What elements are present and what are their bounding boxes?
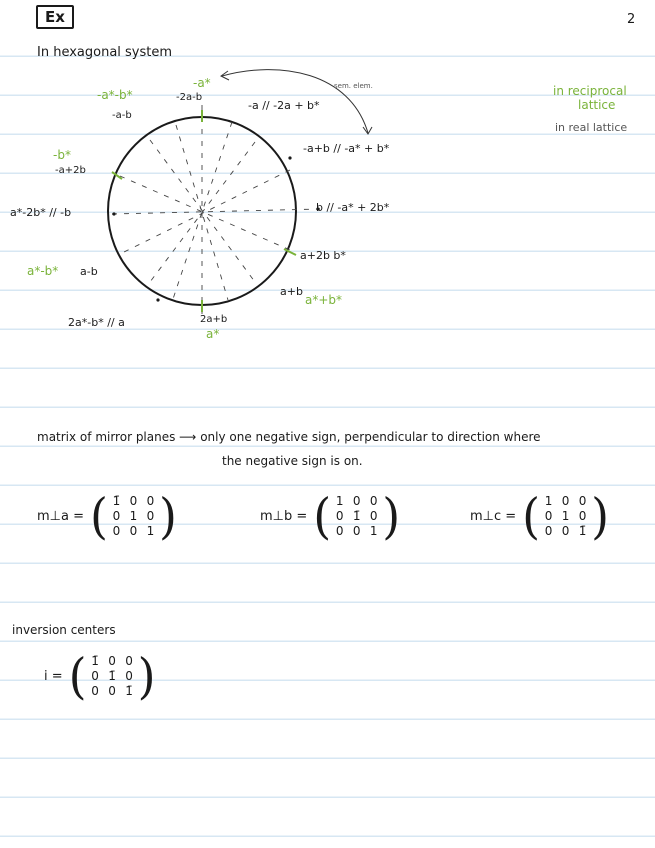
label-upper-right: -a // -2a + b*	[248, 99, 320, 112]
label-topleft-black: -a-b	[112, 110, 132, 121]
label-right-upper: -a+b // -a* + b*	[303, 142, 390, 155]
legend-reciprocal-line2: lattice	[578, 98, 616, 112]
legend-reciprocal-line1: in reciprocal	[553, 84, 627, 98]
matrix-cell: 0	[129, 493, 138, 508]
label-semi-note: sem. elem.	[334, 82, 373, 90]
matrix-cell: 0	[125, 653, 133, 668]
paren-left: (	[313, 487, 332, 545]
mirror-matrix-b-label: m⊥b =	[260, 508, 308, 524]
matrix-cell: 1̄	[352, 508, 361, 523]
paren-left: (	[89, 487, 108, 545]
matrix-cell: 0	[369, 493, 378, 508]
label-top-green: -a*	[193, 76, 211, 90]
matrix-cell: 1	[335, 493, 344, 508]
matrix-cell: 0	[108, 683, 116, 698]
matrix-cell: 0	[352, 493, 361, 508]
matrix-cell: 0	[544, 508, 553, 523]
axis-line-diag4	[118, 170, 290, 255]
section-heading: In hexagonal system	[37, 45, 173, 60]
axis-line-diag3	[120, 176, 290, 250]
label-bottom-right-black: a+b	[280, 285, 303, 298]
label-topleft-green: -a*-b*	[97, 88, 133, 102]
point-lower-left	[156, 298, 159, 301]
paren-left: (	[68, 647, 87, 705]
matrix-cell: 0	[369, 508, 378, 523]
paren-left: (	[522, 487, 541, 545]
paren-right: )	[158, 487, 177, 545]
matrix-cell: 0	[146, 508, 155, 523]
matrix-cell: 0	[108, 653, 116, 668]
label-bottom-right-green: a*+b*	[305, 293, 343, 307]
matrix-cell: 1	[544, 493, 553, 508]
mirror-matrix-b	[260, 487, 401, 545]
inversion-title: inversion centers	[12, 623, 116, 637]
matrix-cell: 1̄	[112, 493, 121, 508]
matrix-cell: 0	[561, 523, 570, 538]
inversion-matrix-label: i =	[44, 668, 63, 684]
matrix-cell: 1	[369, 523, 378, 538]
matrix-cell: 0	[91, 668, 99, 683]
matrix-cell: 0	[112, 523, 121, 538]
matrix-cell: 0	[125, 668, 133, 683]
matrix-cell: 1	[146, 523, 155, 538]
matrix-cell: 1̄	[578, 523, 587, 538]
point-left-mid	[112, 212, 115, 215]
label-right-lower: a+2b b*	[300, 249, 346, 262]
paren-right: )	[382, 487, 401, 545]
matrix-cell: 0	[578, 508, 587, 523]
label-top-black: -2a-b	[176, 92, 203, 103]
matrix-cell: 0	[578, 493, 587, 508]
matrix-cell: 0	[112, 508, 121, 523]
paren-right: )	[137, 647, 156, 705]
matrix-cell: 0	[129, 523, 138, 538]
matrix-cell: 0	[335, 523, 344, 538]
paren-right: )	[591, 487, 610, 545]
matrix-cell: 0	[91, 683, 99, 698]
matrix-cell: 0	[544, 523, 553, 538]
mirror-title-line1: matrix of mirror planes ⟶ only one negative sign, perpendicular to direction where	[37, 430, 541, 444]
matrix-cell: 0	[352, 523, 361, 538]
matrix-cell: 1̄	[108, 668, 116, 683]
axis-line-diag2	[150, 142, 255, 282]
mirror-matrix-a-label: m⊥a =	[37, 508, 84, 524]
label-bottom-black: 2a+b	[200, 314, 228, 325]
mirror-matrix-c-grid	[540, 494, 591, 539]
matrix-cell: 0	[335, 508, 344, 523]
mirror-matrix-a-grid	[108, 494, 159, 539]
point-upper-right	[288, 156, 291, 159]
example-box-label: Ex	[36, 5, 74, 29]
matrix-cell: 1	[129, 508, 138, 523]
label-left-mid: a*-2b* // -b	[10, 206, 72, 219]
label-bottom-green: a*	[206, 327, 220, 341]
label-left-lower-black: a-b	[80, 265, 98, 278]
mirror-matrix-b-grid	[331, 494, 382, 539]
label-bottom-left: 2a*-b* // a	[68, 316, 125, 329]
axis-line-horizontal	[112, 209, 320, 214]
mirror-matrix-a	[37, 487, 177, 545]
label-left-upper-green: -b*	[53, 148, 71, 162]
inversion-matrix-grid	[87, 654, 138, 699]
label-left-lower-green: a*-b*	[27, 264, 59, 278]
mirror-matrix-c-label: m⊥c =	[470, 508, 517, 524]
matrix-cell: 1	[561, 508, 570, 523]
matrix-cell: 1̄	[125, 683, 133, 698]
label-left-upper-black: -a+2b	[55, 165, 86, 176]
mirror-matrix-c	[470, 487, 610, 545]
matrix-cell: 1̄	[91, 653, 99, 668]
matrix-cell: 0	[146, 493, 155, 508]
legend-real: in real lattice	[555, 121, 628, 134]
matrix-cell: 0	[561, 493, 570, 508]
label-right-mid: b // -a* + 2b*	[316, 201, 390, 214]
mirror-title-line2: the negative sign is on.	[222, 454, 363, 468]
page-number: 2	[627, 12, 636, 27]
inversion-matrix	[44, 647, 156, 705]
